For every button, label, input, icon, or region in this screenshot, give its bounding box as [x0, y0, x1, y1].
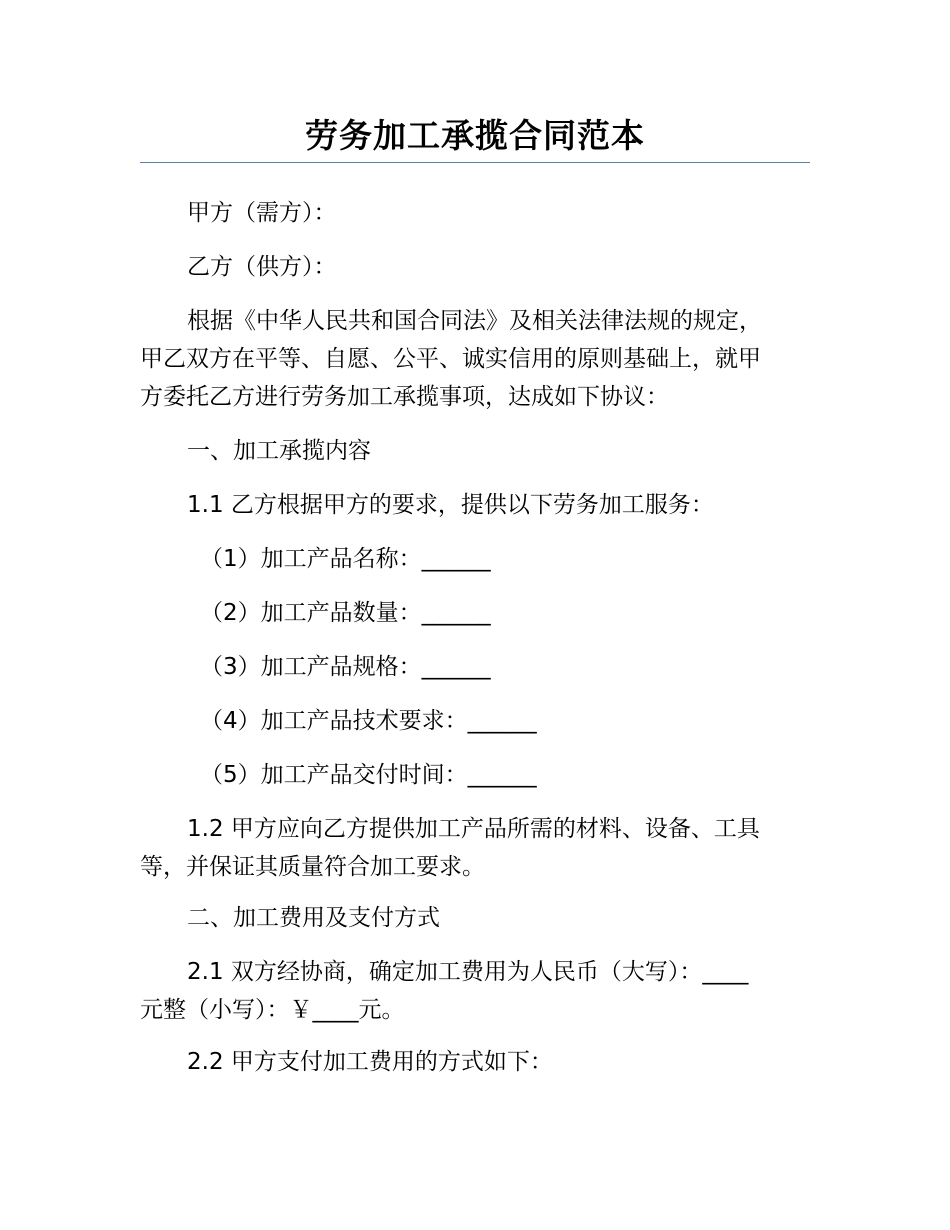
- preamble-line-1: 根据《中华人民共和国合同法》及相关法律法规的规定，: [187, 308, 762, 334]
- clause-1-2-line-1: 1.2 甲方应向乙方提供加工产品所需的材料、设备、工具: [187, 816, 760, 842]
- item-product-quantity: （2）加工产品数量：______: [200, 600, 491, 626]
- section-1-heading: 一、加工承揽内容: [187, 438, 371, 464]
- clause-2-1-line-2: 元整（小写）：￥____元。: [140, 997, 405, 1023]
- item-product-tech-req: （4）加工产品技术要求：______: [200, 708, 537, 734]
- section-2-heading: 二、加工费用及支付方式: [187, 905, 440, 931]
- preamble-line-2: 甲乙双方在平等、自愿、公平、诚实信用的原则基础上，就甲: [140, 346, 761, 372]
- item-product-delivery-time: （5）加工产品交付时间：______: [200, 762, 537, 788]
- preamble-line-3: 方委托乙方进行劳务加工承揽事项，达成如下协议：: [140, 384, 669, 410]
- title-underline: [140, 162, 810, 163]
- item-product-name: （1）加工产品名称：______: [200, 546, 491, 572]
- party-b-line: 乙方（供方）：: [187, 254, 337, 280]
- party-a-line: 甲方（需方）：: [187, 200, 337, 226]
- document-title: 劳务加工承揽合同范本: [305, 116, 645, 155]
- clause-2-2: 2.2 甲方支付加工费用的方式如下：: [187, 1049, 553, 1075]
- clause-2-1-line-1: 2.1 双方经协商，确定加工费用为人民币（大写）：____: [187, 959, 749, 985]
- clause-1-2-line-2: 等，并保证其质量符合加工要求。: [140, 854, 485, 880]
- item-product-spec: （3）加工产品规格：______: [200, 654, 491, 680]
- clause-1-1: 1.1 乙方根据甲方的要求，提供以下劳务加工服务：: [187, 492, 714, 518]
